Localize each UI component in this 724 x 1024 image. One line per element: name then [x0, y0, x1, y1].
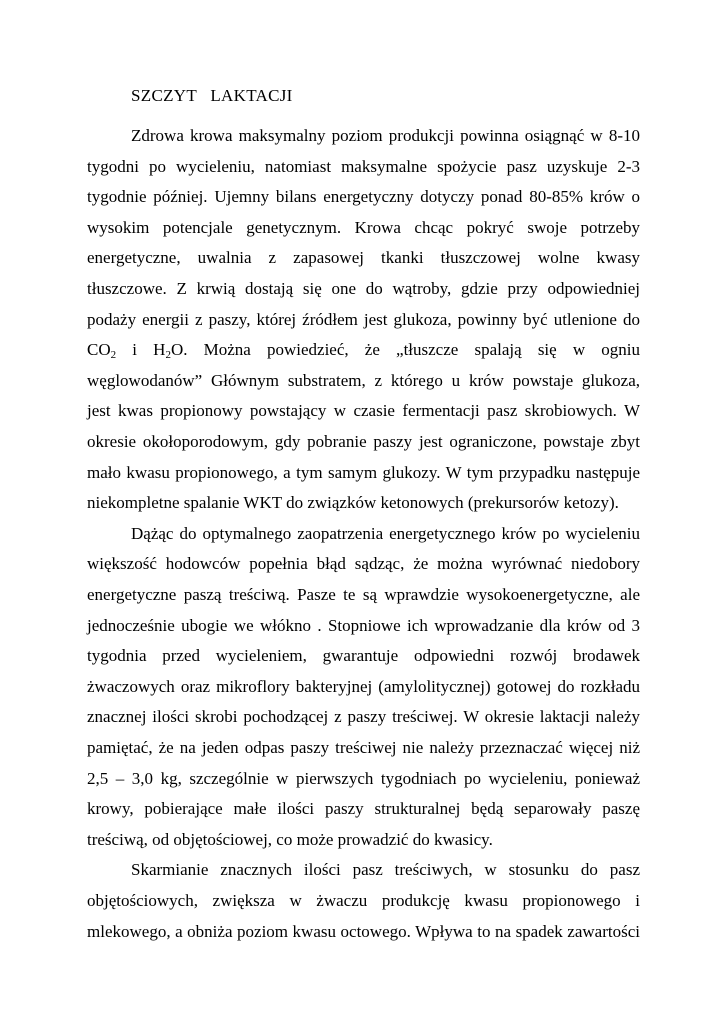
paragraph-line: energetyczne paszą treściwą. Pasze te są wprawdzie wysokoenergetyczne, ale [87, 585, 640, 604]
paragraph-line: węglowodanów” Głównym substratem, z którego u krów powstaje glukoza, [87, 370, 640, 390]
paragraph-line: jednocześnie ubogie we włókno . Stopniowe ich wprowadzanie dla krów od 3 [87, 615, 640, 635]
paragraph-line: podaży energii z paszy, której źródłem jest glukoza, powinny być utlenione do [87, 309, 640, 329]
paragraph-line-formula [87, 338, 640, 362]
paragraph-line: krowy, pobierające małe ilości paszy strukturalnej będą separowały paszę [87, 799, 640, 819]
paragraph-line: treściwą, od objętościowej, co może prowadzić do kwasicy. [87, 829, 493, 849]
paragraph-line: tygodni po wycieleniu, natomiast maksymalne spożycie pasz uzyskuje 2-3 [87, 156, 640, 176]
formula-part-mid: i H [116, 340, 166, 360]
paragraph-line: mało kwasu propionowego, a tym samym glukozy. W tym przypadku następuje [87, 462, 640, 482]
paragraph-line: energetyczne, uwalnia z zapasowej tkanki tłuszczowej wolne kwasy [87, 248, 640, 268]
paragraph-line: większość hodowców popełnia błąd sądząc, że można wyrównać niedobory [87, 554, 640, 574]
paragraph-line: tłuszczowe. Z krwią dostają się one do wątroby, gdzie przy odpowiedniej [87, 279, 640, 298]
paragraph-line: Dążąc do optymalnego zaopatrzenia energetycznego krów po wycieleniu [131, 523, 640, 543]
paragraph-line: mlekowego, a obniża poziom kwasu octowego. Wpływa to na spadek zawartości [87, 921, 640, 941]
formula-part-co-sub: 2 [110, 349, 117, 362]
formula-part-co: CO [87, 340, 111, 360]
section-heading: SZCZYT LAKTACJI [131, 86, 293, 105]
paragraph-line: tygodnia przed wycieleniem, gwarantuje odpowiedni rozwój brodawek [87, 646, 640, 666]
paragraph-line: okresie okołoporodowym, gdy pobranie paszy jest ograniczone, powstaje zbyt [87, 432, 640, 451]
formula-part-h-sub: 2 [165, 349, 171, 362]
paragraph-line: pamiętać, że na jeden odpas paszy treściwej nie należy przeznaczać więcej niż [87, 738, 640, 757]
paragraph-line: 2,5 – 3,0 kg, szczególnie w pierwszych tygodniach po wycieleniu, ponieważ [87, 768, 640, 788]
paragraph-line: żwaczowych oraz mikroflory bakteryjnej (amylolitycznej) gotowej do rozkładu [87, 676, 640, 696]
paragraph-line: wysokim potencjale genetycznym. Krowa chcąc pokryć swoje potrzeby [87, 217, 640, 237]
paragraph-line: jest kwas propionowy powstający w czasie fermentacji pasz skrobiowych. W [87, 401, 640, 421]
paragraph-line: Zdrowa krowa maksymalny poziom produkcji powinna osiągnąć w 8-10 [131, 126, 640, 145]
paragraph-line: objętościowych, zwiększa w żwaczu produkcję kwasu propionowego i [87, 891, 640, 910]
paragraph-line: tygodnie później. Ujemny bilans energetyczny dotyczy ponad 80-85% krów o [87, 187, 640, 207]
paragraph-line: znacznej ilości skrobi pochodzącej z paszy treściwej. W okresie laktacji należy [87, 707, 640, 727]
paragraph-line: Skarmianie znacznych ilości pasz treściwych, w stosunku do pasz [131, 860, 640, 880]
formula-part-rest: O. Można powiedzieć, że „tłuszcze spalają się w ogniu [170, 340, 641, 360]
paragraph-line: niekompletne spalanie WKT do związków ketonowych (prekursorów ketozy). [87, 493, 619, 513]
